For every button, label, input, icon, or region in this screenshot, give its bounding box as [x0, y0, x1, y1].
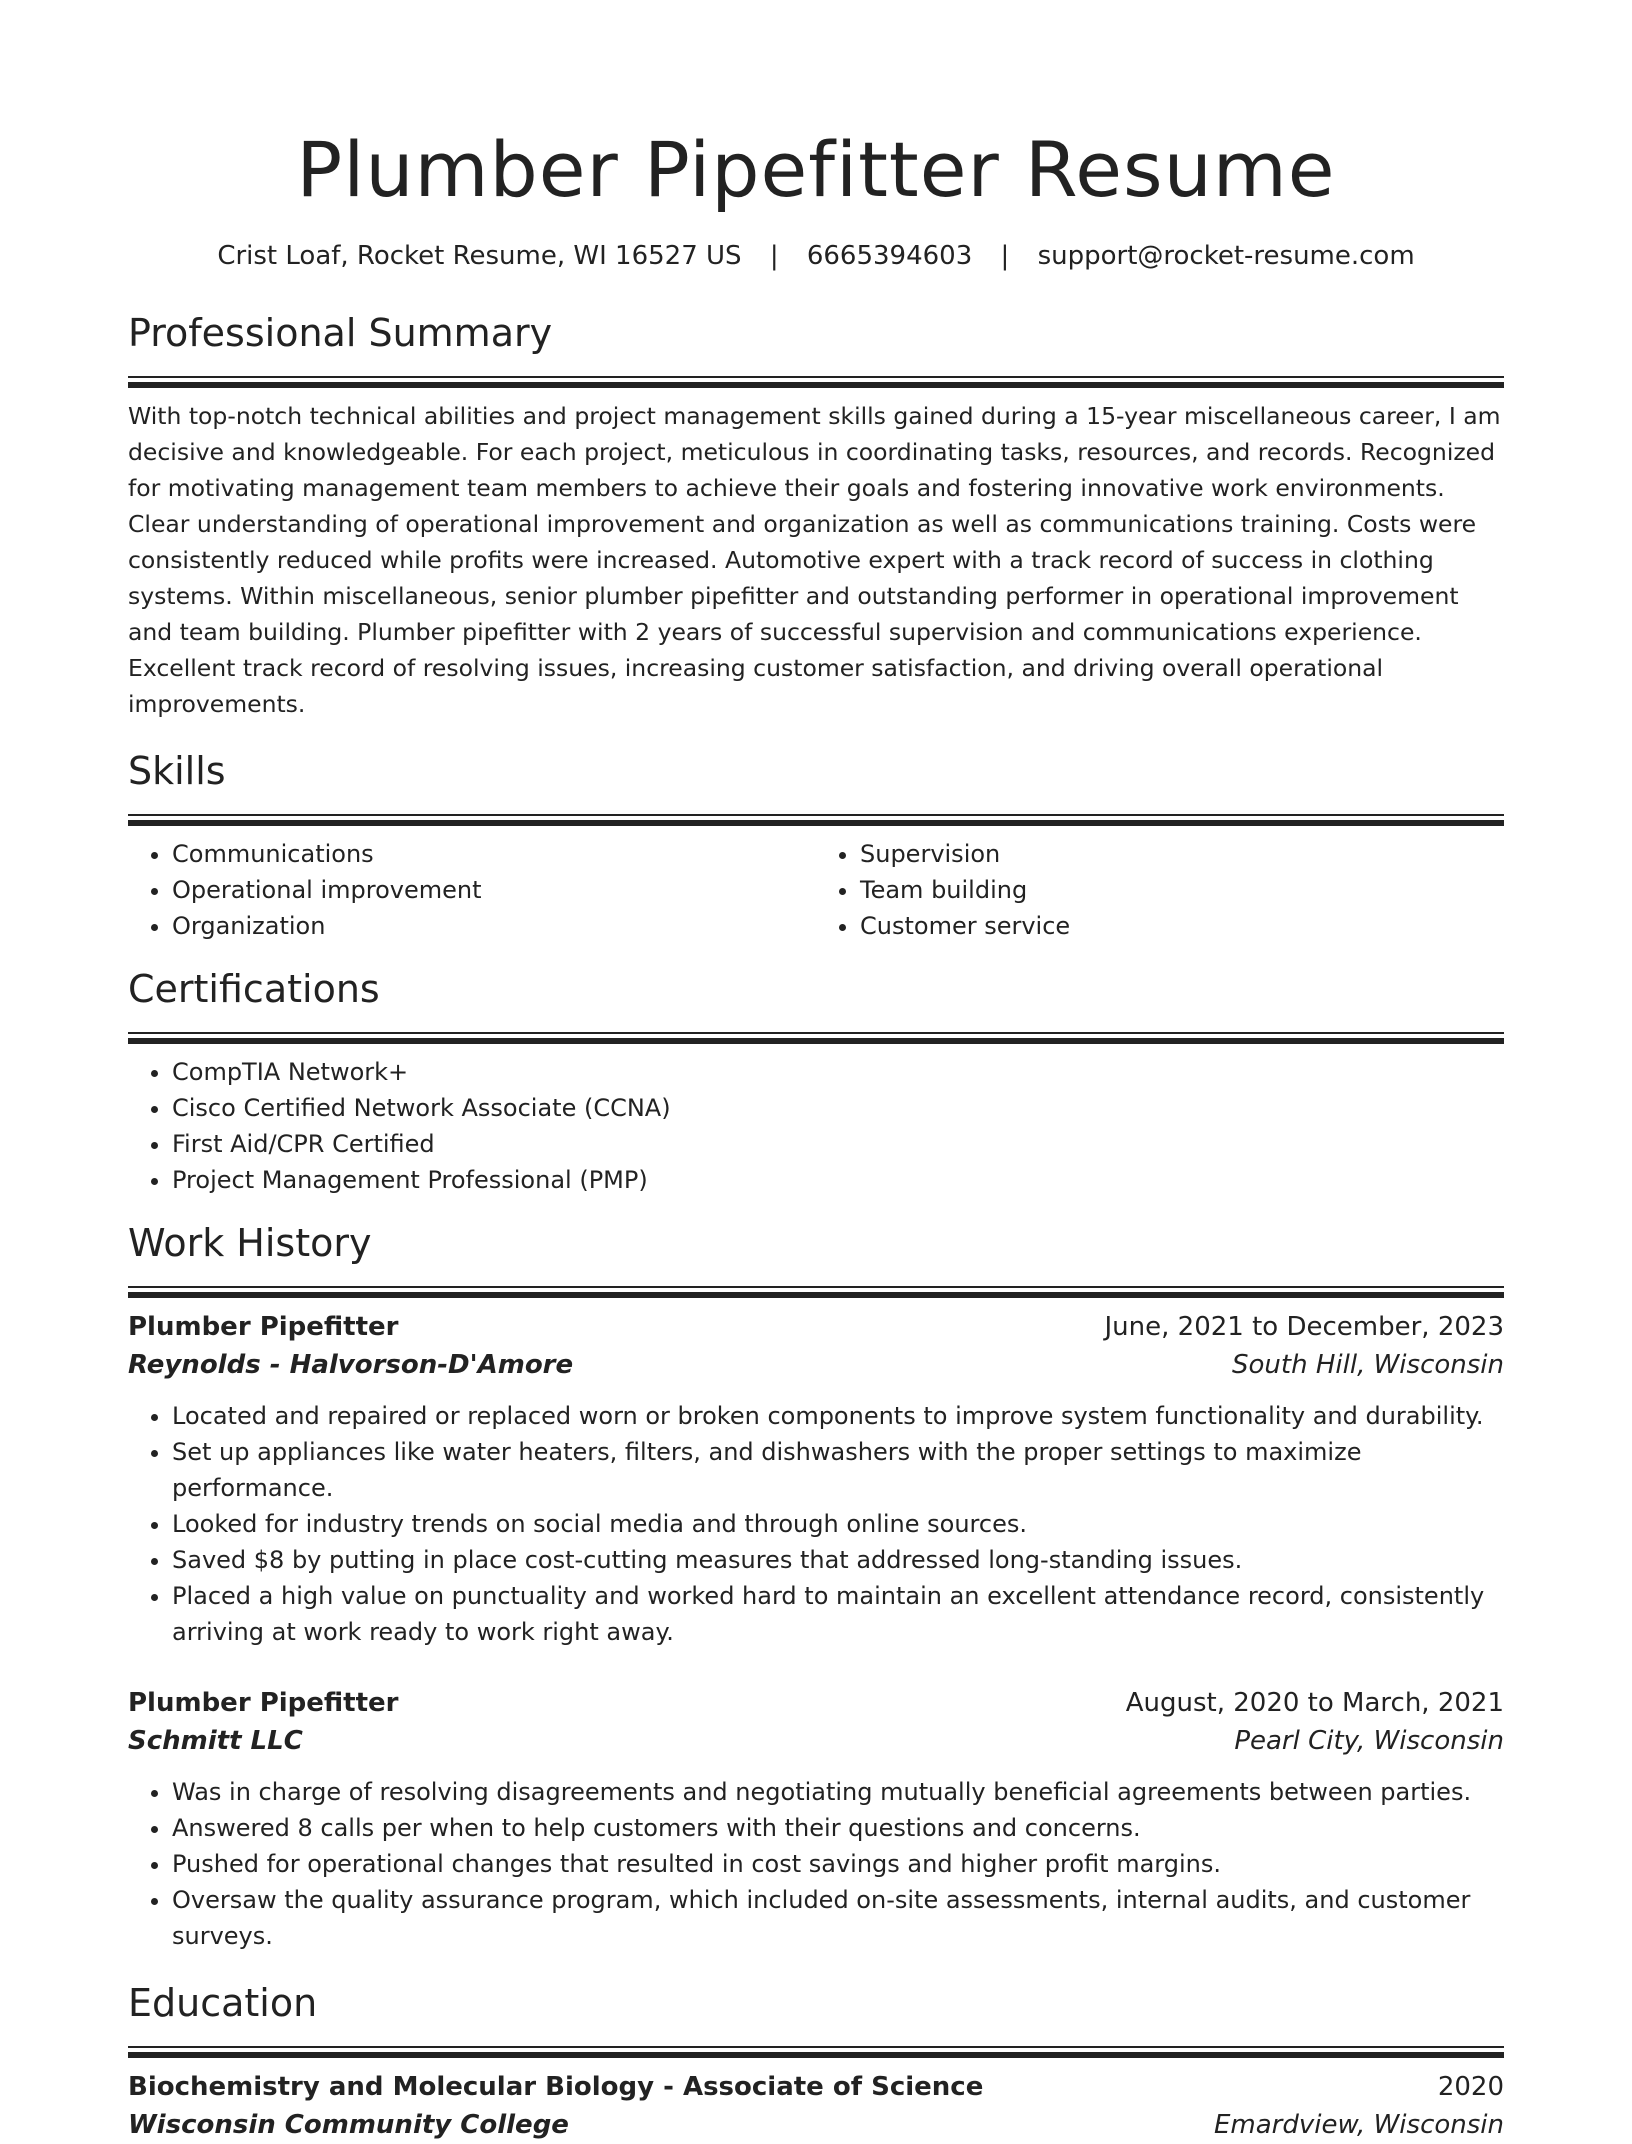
section-divider	[128, 1286, 1504, 1292]
job-bullet: • Pushed for operational changes that resulted in cost savings and higher profit margins.	[172, 1846, 1504, 1882]
job-location: South Hill, Wisconsin	[1232, 1350, 1504, 1380]
contact-email: support@rocket-resume.com	[1037, 241, 1415, 271]
job-dates: June, 2021 to December, 2023	[1104, 1312, 1504, 1342]
job-bullet: • Placed a high value on punctuality and worked hard to maintain an excellent attendance record, consistently arriving at work ready to work right away.	[172, 1578, 1504, 1650]
job-company: Reynolds - Halvorson-D'Amore	[128, 1350, 574, 1380]
skill-item: • Communications	[172, 836, 816, 872]
section-divider	[128, 376, 1504, 382]
job-entry	[128, 1308, 1504, 1650]
section-heading-education: Education	[128, 1981, 318, 2025]
section-heading-summary: Professional Summary	[128, 311, 553, 355]
education-location: Emardview, Wisconsin	[1213, 2110, 1504, 2140]
job-subheader	[128, 1346, 1504, 1384]
job-company: Schmitt LLC	[128, 1726, 303, 1756]
job-bullet: • Was in charge of resolving disagreements and negotiating mutually beneficial agreements between parties.	[172, 1774, 1504, 1810]
section-heading-work-history: Work History	[128, 1221, 372, 1265]
job-bullet: • Saved $8 by putting in place cost-cutting measures that addressed long-standing issues.	[172, 1542, 1504, 1578]
certifications-list	[128, 1054, 1504, 1198]
certification-item: • CompTIA Network+	[172, 1054, 1504, 1090]
job-bullets	[128, 1774, 1504, 1954]
section-divider	[128, 2046, 1504, 2052]
job-header	[128, 1684, 1504, 1722]
section-heading-certifications: Certifications	[128, 967, 380, 1011]
skill-item: • Customer service	[860, 908, 1504, 944]
contact-phone: 6665394603	[806, 241, 973, 271]
skills-grid	[128, 836, 1504, 944]
job-location: Pearl City, Wisconsin	[1234, 1726, 1504, 1756]
job-subheader	[128, 1722, 1504, 1760]
skill-item: • Organization	[172, 908, 816, 944]
skill-item: • Operational improvement	[172, 872, 816, 908]
job-bullet: • Set up appliances like water heaters, filters, and dishwashers with the proper settings to maximize performance.	[172, 1434, 1504, 1506]
job-title: Plumber Pipefitter	[128, 1688, 399, 1718]
job-bullet: • Answered 8 calls per when to help customers with their questions and concerns.	[172, 1810, 1504, 1846]
skills-list-left	[128, 836, 816, 944]
job-bullet: • Looked for industry trends on social media and through online sources.	[172, 1506, 1504, 1542]
certification-item: • Project Management Professional (PMP)	[172, 1162, 1504, 1198]
job-bullet: • Located and repaired or replaced worn or broken components to improve system functionality and durability.	[172, 1398, 1504, 1434]
skills-section	[128, 746, 1504, 944]
job-bullet: • Oversaw the quality assurance program, which included on-site assessments, internal audits, and customer surveys.	[172, 1882, 1504, 1954]
certification-item: • Cisco Certified Network Associate (CCNA)	[172, 1090, 1504, 1126]
section-divider	[128, 814, 1504, 820]
summary-section	[128, 308, 1504, 722]
job-entry	[128, 1684, 1504, 1954]
work-history-section	[128, 1218, 1504, 1954]
summary-text: With top-notch technical abilities and project management skills gained during a 15-year miscellaneous career, I am decisive and knowledgeable. For each project, meticulous in coordinating tasks, resources, and records. Recognized for motivating management team members to achieve their goals and fostering innovative work environments. Clear understanding of operational improvement and organization as well as communications training. Costs were consistently reduced while profits were increased. Automotive expert with a track record of success in clothing systems. Within miscellaneous, senior plumber pipefitter and outstanding performer in operational improvement and team building. Plumber pipefitter with 2 years of successful supervision and communications experience. Excellent track record of resolving issues, increasing customer satisfaction, and driving overall operational improvements.	[128, 402, 1501, 718]
page-title: Plumber Pipefitter Resume	[296, 125, 1336, 214]
section-divider	[128, 1032, 1504, 1038]
contact-separator: |	[1000, 241, 1010, 271]
certifications-section	[128, 964, 1504, 1198]
job-bullets	[128, 1398, 1504, 1650]
education-year: 2020	[1437, 2072, 1504, 2102]
contact-line	[128, 238, 1504, 274]
education-section	[128, 1978, 1504, 2144]
certification-item: • First Aid/CPR Certified	[172, 1126, 1504, 1162]
skill-item: • Team building	[860, 872, 1504, 908]
skills-list-right	[816, 836, 1504, 944]
contact-address: Crist Loaf, Rocket Resume, WI 16527 US	[217, 241, 742, 271]
contact-separator: |	[769, 241, 779, 271]
section-heading-skills: Skills	[128, 749, 226, 793]
education-entry	[128, 2068, 1504, 2144]
education-header	[128, 2068, 1504, 2106]
job-title: Plumber Pipefitter	[128, 1312, 399, 1342]
education-degree: Biochemistry and Molecular Biology - Associate of Science	[128, 2072, 984, 2102]
job-header	[128, 1308, 1504, 1346]
job-dates: August, 2020 to March, 2021	[1125, 1688, 1504, 1718]
skill-item: • Supervision	[860, 836, 1504, 872]
education-school: Wisconsin Community College	[128, 2110, 569, 2140]
